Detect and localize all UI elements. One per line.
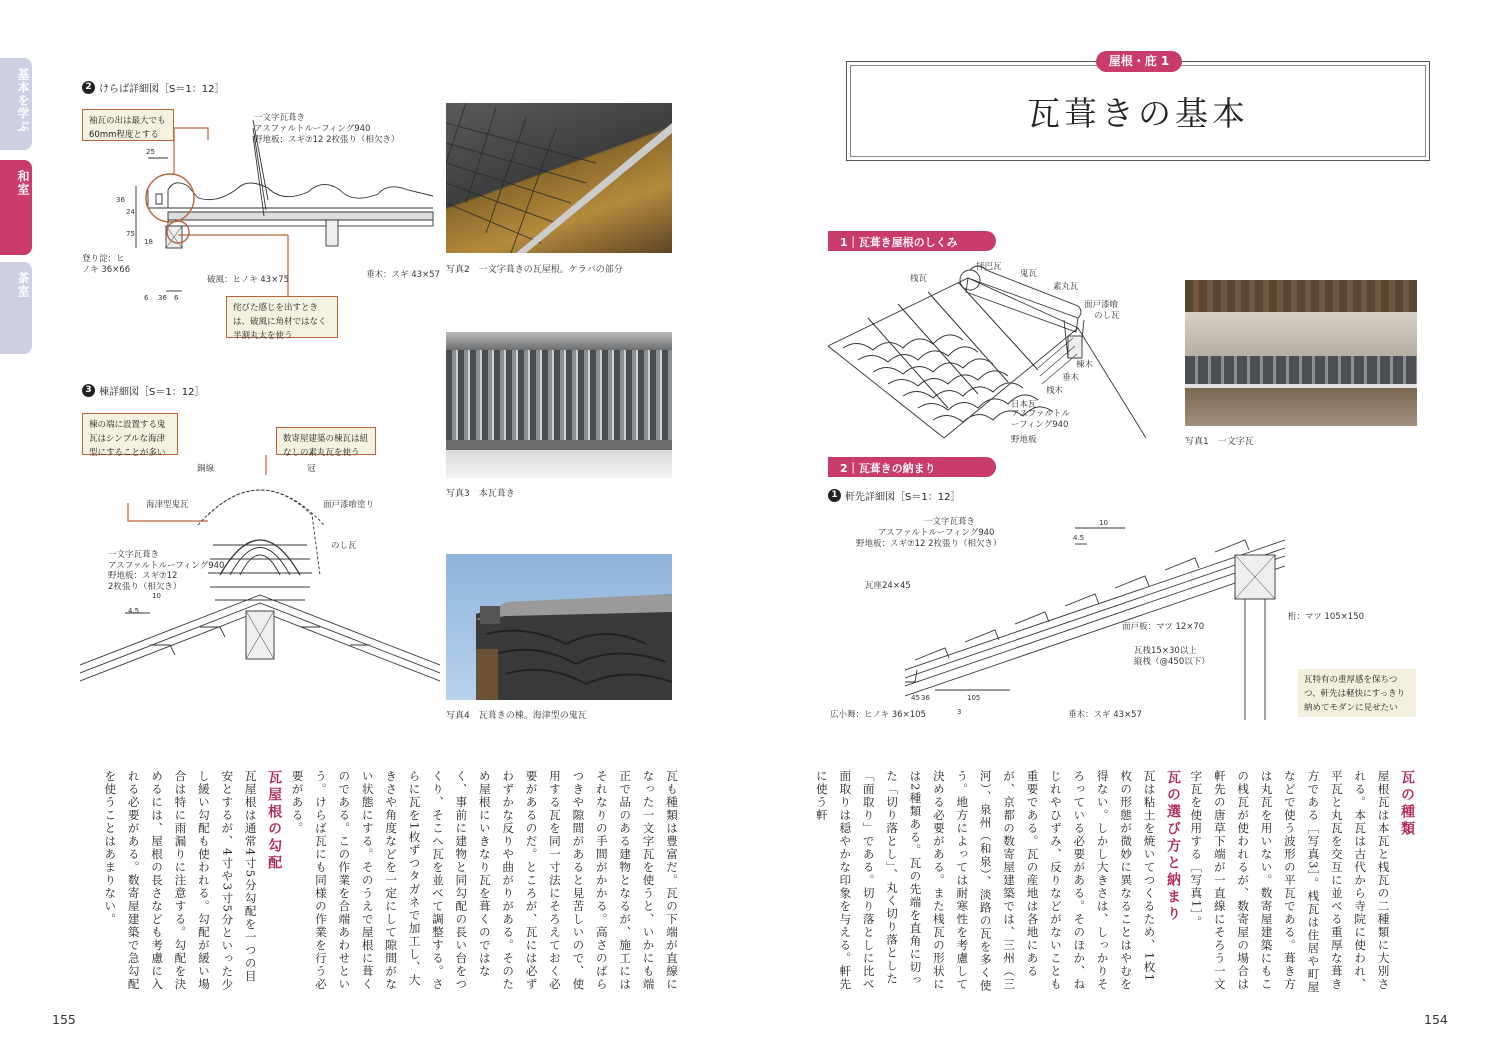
- fig3-label-6: 一文字瓦葺き: [108, 550, 160, 560]
- sec1-label-5: 面戸漆喰: [1084, 300, 1119, 310]
- body-tile-choice: 瓦は粘土を焼いてつくるため、1枚1枚の形態が微妙に異なることはやむを得ない。しかし大きさは、しっかりそろっている必要がある。そのほか、ねじれやひずみ、反りなどがないことも重要である。瓦の産地は各地にあるが、京都の数寄屋建築では、三州（三河）、泉州（和泉）、淡路の瓦を多く使う。地方によっては耐寒性を考慮して決める必要がある。また桟瓦の形状には2種類ある。瓦の先端を直角に切った「切り落とし」、丸く切り落とした「面取り」である。切り落としに比べ面取りは穏やかな印象を与える。軒先に使う軒: [814, 770, 1157, 993]
- fig2-label-5: 破風：ヒノキ 43×75: [207, 275, 290, 285]
- sec1-label-4: 素丸瓦: [1053, 282, 1079, 292]
- fig2-dim-4: 18: [144, 238, 153, 246]
- fig1-label-5: 面戸板：マツ 12×70: [1122, 622, 1205, 632]
- fig2-dim-0: 25: [146, 148, 155, 156]
- section-2-heading: 2｜瓦葺きの納まり: [828, 457, 996, 477]
- fig3-label-8: 野地板：スギ⑦12 2枚張り（相欠き）: [108, 571, 182, 592]
- left-body-col1: 瓦も種類は豊富だ。瓦の下端が直線になった一文字瓦を使うと、いかにも端正で品のある建物となるが、施工にはそれなりの手間がかかる。高さのばらつきや隙間があると見苦しいので、使用する瓦を同一寸法にそろえておく必要があるのだ。ところが、瓦には必ずわずかな反りや曲がりがある。そのため屋根にいきなり瓦を葺くのではなく、事前に建物と同勾配の長い台をつくり、そこへ瓦を並べて調整する。さらに瓦を1枚ずつタガネで加工し、大きさや角度などを一定にして隙間がない状態にする。そのうえで屋根に葺くのである。この作業を合端あわせという。けらば瓦にも同様の作業を行う必要がある。: [290, 770, 679, 991]
- fig2-dim-5: 6: [144, 294, 149, 302]
- sec1-label-9: 桟木: [1046, 386, 1064, 396]
- fig1-dim-3: 45: [911, 694, 920, 702]
- fig1-title-text: 軒先詳細図［S＝1：12］: [845, 492, 961, 503]
- fig2-note-top: 袖瓦の出は最大でも60mm程度とする: [82, 109, 174, 141]
- heading-tile-choice: 瓦の選び方と納まり: [1164, 770, 1181, 923]
- fig1-dim-1: 4.5: [1073, 534, 1085, 542]
- fig1-dim-5: 3: [957, 708, 962, 716]
- tiled-roof-structure-drawing: [828, 258, 1158, 448]
- tab-basics[interactable]: 基本を学ぶ: [0, 58, 32, 150]
- fig2-label-2: アスファルトルーフィング940: [254, 124, 371, 134]
- fig3-number: 3: [82, 384, 95, 397]
- fig1-dim-4: 36: [921, 694, 930, 702]
- tab-washitsu[interactable]: 和室: [0, 160, 32, 255]
- fig2-title: [82, 80, 224, 95]
- fig3-title-text: 棟詳細図［S＝1：12］: [99, 387, 205, 398]
- fig3-note-right: 数寄屋建築の棟瓦は紐なしの素丸瓦を使う: [276, 427, 376, 455]
- fig1-number: 1: [828, 489, 841, 502]
- tab-chashitsu[interactable]: 茶室: [0, 262, 32, 354]
- photo-1-caption: 写真1 一文字瓦: [1185, 437, 1254, 447]
- fig1-note: 瓦特有の重厚感を保ちつつ、軒先は軽快にすっきり納めてモダンに見せたい: [1298, 669, 1416, 717]
- sec1-label-10: 日本瓦: [1011, 400, 1037, 410]
- fig1-label-2: アスファルトルーフィング940: [878, 528, 995, 538]
- right-body-text: [814, 770, 1418, 995]
- heading-roof-pitch: 瓦屋根の勾配: [266, 770, 283, 872]
- photo-4-caption: 写真4 瓦葺きの棟。海津型の鬼瓦: [446, 711, 587, 721]
- fig1-label-8: 桁：マツ 105×150: [1288, 612, 1365, 622]
- fig1-label-9: 広小舞：ヒノキ 36×105: [830, 710, 926, 720]
- sec1-label-11: アスファルトルーフィング940: [1011, 409, 1070, 430]
- fig3-label-1: 銅線: [197, 464, 215, 474]
- sec1-label-12: 野地板: [1011, 435, 1037, 445]
- left-body-col2: 瓦屋根は通常4寸5分勾配を一つの目安とするが、4寸や3寸5分といった少し緩い勾配も使われる。勾配が緩い場合は特に雨漏りに注意する。勾配を決めるには、屋根の長さなども考慮に入れる必要がある。数寄屋建築で急勾配を使うことはあまりない。: [103, 770, 258, 992]
- fig3-label-4: 面戸漆喰塗り: [323, 500, 375, 510]
- chapter-tag: 屋根・庇 1: [1096, 51, 1182, 72]
- page-number-155: 155: [52, 1012, 76, 1027]
- fig2-label-4: 登り淀：ヒノキ 36×66: [82, 254, 131, 275]
- fig2-dim-2: 24: [126, 208, 135, 216]
- fig3-title: [82, 383, 204, 398]
- fig1-title: [828, 488, 960, 503]
- fig2-dim-6: 36: [158, 294, 167, 302]
- fig3-label-5: のし瓦: [331, 541, 357, 551]
- fig1-label-3: 野地板：スギ⑦12 2枚張り（相欠き）: [856, 539, 1002, 549]
- fig2-note-bottom: 侘びた感じを出すときは、破風に角材ではなく半割丸太を使う: [226, 296, 338, 338]
- photo-3-hongawara: [446, 332, 672, 478]
- fig2-label-6: 垂木：スギ 43×57: [366, 270, 440, 280]
- fig2-label-1: 一文字瓦葺き: [254, 113, 306, 123]
- left-body-text: [103, 770, 683, 995]
- fig2-label-3: 野地板：スギ⑦12 2枚張り（相欠き）: [254, 135, 400, 145]
- fig2-number: 2: [82, 81, 95, 94]
- photo-2-caption: 写真2 一文字葺きの瓦屋根。ケラバの部分: [446, 265, 623, 275]
- sec1-label-8: 垂木: [1062, 373, 1080, 383]
- fig1-dim-0: 10: [1099, 519, 1108, 527]
- page-title: 瓦葺きの基本: [1027, 94, 1249, 133]
- fig1-label-4: 瓦座24×45: [865, 581, 911, 591]
- fig1-label-7: 縦桟（@450以下）: [1134, 657, 1210, 667]
- fig1-label-10: 垂木：スギ 43×57: [1068, 710, 1142, 720]
- fig2-dim-1: 36: [116, 196, 125, 204]
- title-frame: [846, 61, 1430, 161]
- sec1-label-7: 棟木: [1076, 360, 1094, 370]
- heading-tile-kinds: 瓦の種類: [1399, 770, 1415, 838]
- sec1-label-6: のし瓦: [1094, 311, 1120, 321]
- photo-2-verge-roof: [446, 103, 672, 253]
- fig3-label-2: 冠: [307, 464, 316, 474]
- section-1-heading: 1｜瓦葺き屋根のしくみ: [828, 231, 996, 251]
- sec1-label-3: 桟瓦: [910, 274, 928, 284]
- sec1-label-2: 鬼瓦: [1020, 269, 1038, 279]
- fig1-label-1: 一文字瓦葺き: [924, 517, 976, 527]
- fig1-label-6: 瓦桟15×30以上: [1134, 646, 1197, 656]
- fig1-dim-2: 105: [967, 694, 981, 702]
- fig2-title-text: けらば詳細図［S＝1：12］: [99, 84, 225, 95]
- sec1-label-1: 拝巴瓦: [976, 262, 1002, 272]
- fig2-dim-7: 6: [174, 294, 179, 302]
- photo-4-ridge: [446, 554, 672, 700]
- fig3-dim-1: 10: [152, 592, 161, 600]
- fig3-dim-0: 4.5: [128, 607, 140, 615]
- body-tile-kinds: 屋根瓦は本瓦と桟瓦の二種類に大別される。本瓦は古代から寺院に使われ、平瓦と丸瓦を交互に並べる重厚な葺き方である［写真3］。桟瓦は住居や町屋などで使う波形の平瓦である。葺き方は丸瓦を用いない。数寄屋建築にもこの桟瓦が使われるが、数寄屋の場合は軒先の唐草下端が一直線にそろう一文字瓦を使用する［写真1］。: [1189, 770, 1391, 994]
- fig3-note-left: 棟の端に設置する鬼瓦はシンプルな海津型にすることが多い: [82, 413, 178, 455]
- photo-3-caption: 写真3 本瓦葺き: [446, 489, 515, 499]
- fig3-label-7: アスファルトルーフィング940: [108, 561, 225, 571]
- photo-1-ichimonji: [1185, 280, 1417, 426]
- fig2-dim-3: 75: [126, 230, 135, 238]
- page-number-154: 154: [1424, 1012, 1448, 1027]
- fig3-label-3: 海津型鬼瓦: [146, 500, 189, 510]
